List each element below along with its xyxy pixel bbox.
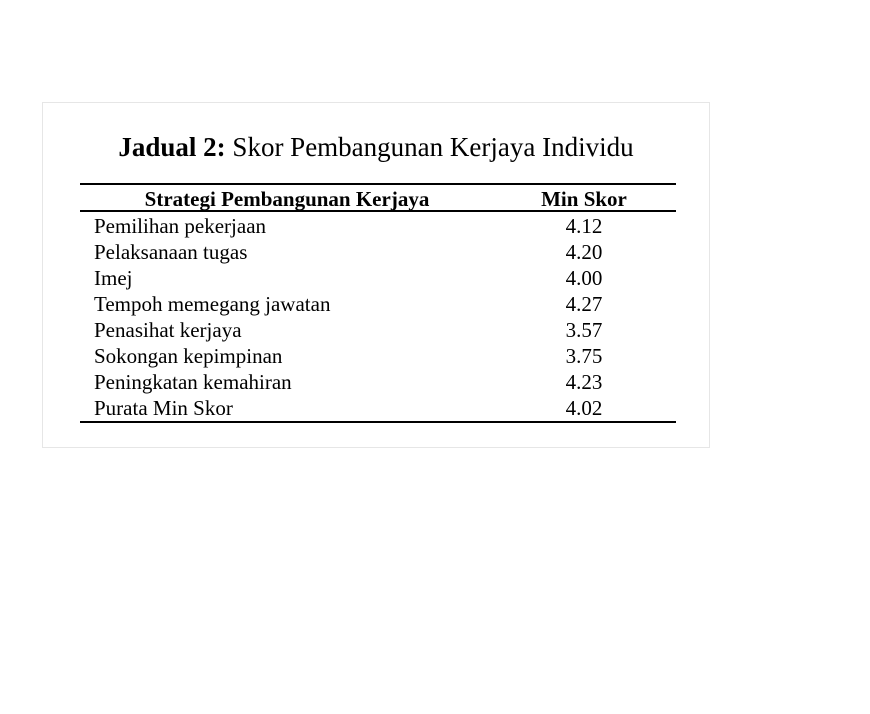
row-score: 4.27 bbox=[565, 292, 603, 316]
table-row bbox=[80, 239, 676, 265]
row-score: 4.00 bbox=[565, 266, 603, 290]
header-min-score: Min Skor bbox=[541, 187, 627, 211]
table-row bbox=[80, 317, 676, 343]
table-row bbox=[80, 369, 676, 395]
row-strategy: Penasihat kerjaya bbox=[94, 318, 242, 342]
table-row bbox=[80, 291, 676, 317]
table-row bbox=[80, 343, 676, 369]
row-score: 4.20 bbox=[565, 240, 603, 264]
table-row-average bbox=[80, 395, 676, 421]
row-strategy: Sokongan kepimpinan bbox=[94, 344, 283, 368]
row-strategy: Tempoh memegang jawatan bbox=[94, 292, 331, 316]
caption-label: Jadual 2: bbox=[118, 132, 226, 162]
row-score: 3.75 bbox=[565, 344, 603, 368]
row-strategy: Pelaksanaan tugas bbox=[94, 240, 248, 264]
table-header bbox=[80, 185, 676, 212]
table-row bbox=[80, 213, 676, 239]
caption-text: Skor Pembangunan Kerjaya Individu bbox=[232, 132, 634, 162]
table-row bbox=[80, 265, 676, 291]
row-strategy: Imej bbox=[94, 266, 133, 290]
header-strategy: Strategi Pembangunan Kerjaya bbox=[144, 187, 430, 211]
row-strategy: Purata Min Skor bbox=[94, 396, 233, 420]
score-table bbox=[80, 183, 676, 423]
row-score: 4.02 bbox=[565, 396, 603, 420]
row-strategy: Peningkatan kemahiran bbox=[94, 370, 292, 394]
table-card bbox=[42, 102, 710, 448]
table-caption bbox=[43, 131, 709, 163]
row-score: 3.57 bbox=[565, 318, 603, 342]
row-strategy: Pemilihan pekerjaan bbox=[94, 214, 267, 238]
row-score: 4.23 bbox=[565, 370, 603, 394]
row-score: 4.12 bbox=[565, 214, 603, 238]
table-body bbox=[80, 213, 676, 421]
